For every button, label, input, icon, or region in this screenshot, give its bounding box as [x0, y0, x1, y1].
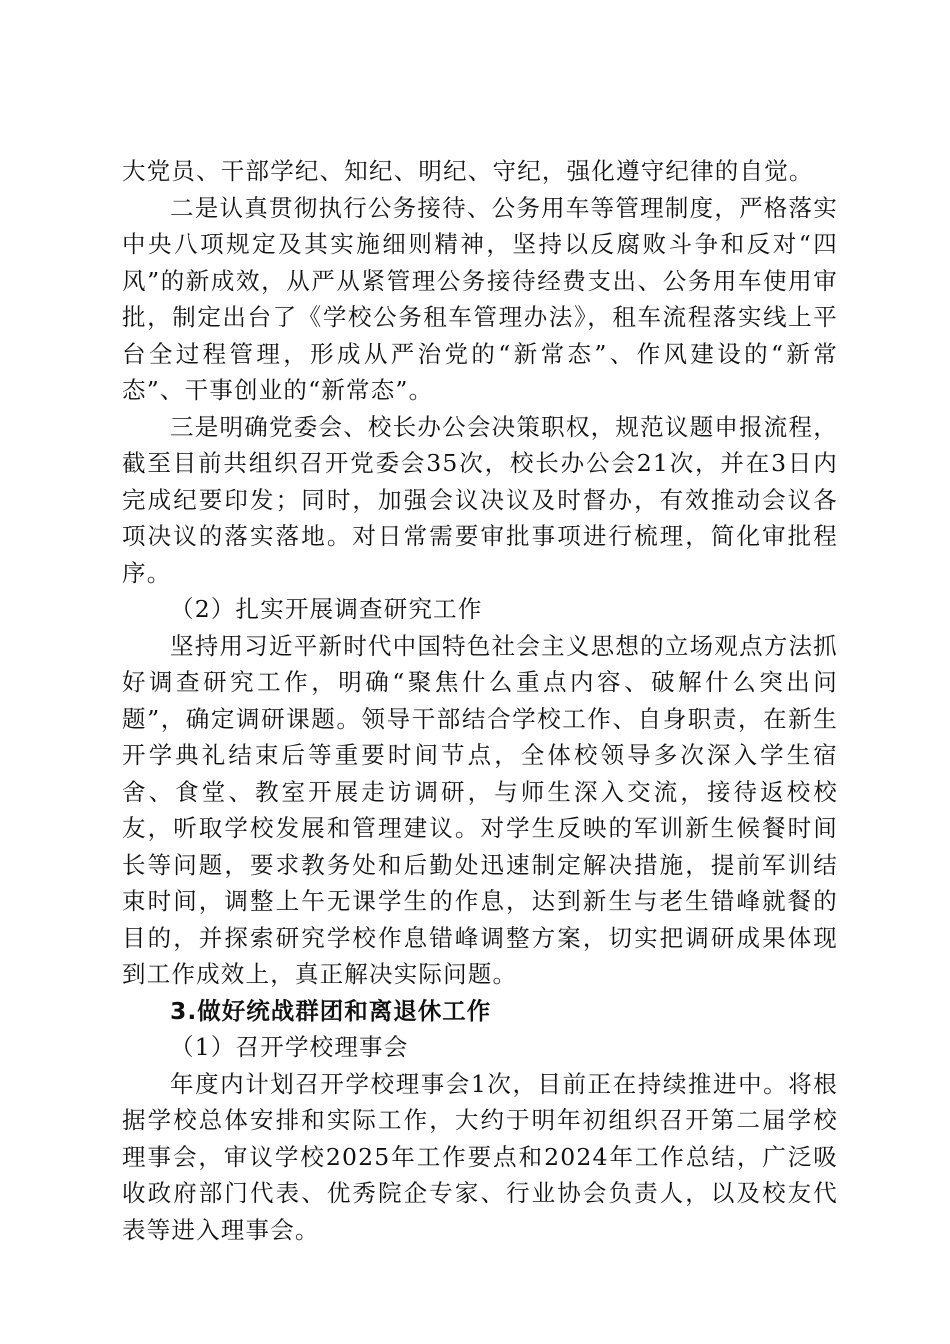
paragraph-research: 坚持用习近平新时代中国特色社会主义思想的立场观点方法抓好调查研究工作，明确“聚焦什么重点内容、破解什么突出问题”，确定调研课题。领导干部结合学校工作、自身职责，在新生开学典礼结束后等重要时间节点，全体校领导多次深入学生宿舍、食堂、教室开展走访调研，与师生深入交流，接待返校校友，听取学校发展和管理建议。对学生反映的军训新生候餐时间长等问题，要求教务处和后勤处迅速制定解决措施，提前军训结束时间，调整上午无课学生的作息，达到新生与老生错峰就餐的目的，并探索研究学校作息错峰调整方案，切实把调研成果体现到工作成效上，真正解决实际问题。: [122, 631, 838, 988]
paragraph-point-two: 二是认真贯彻执行公务接待、公务用车等管理制度，严格落实中央八项规定及其实施细则精神，坚持以反腐败斗争和反对“四风”的新成效，从严从紧管理公务接待经费支出、公务用车使用审批，制定出台了《学校公务租车管理办法》，租车流程落实线上平台全过程管理，形成从严治党的“新常态”、作风建设的“新常态”、干事创业的“新常态”。: [122, 193, 838, 404]
subheading-council: （1）召开学校理事会: [170, 1033, 409, 1061]
paragraph-point-three: 三是明确党委会、校长办公会决策职权，规范议题申报流程，截至目前共组织召开党委会35次，校长办公会21次，并在3日内完成纪要印发；同时，加强会议决议及时督办，有效推动会议各项决议的落实落地。对日常需要审批事项进行梳理，简化审批程序。: [122, 412, 838, 587]
paragraph-council: 年度内计划召开学校理事会1次，目前正在持续推进中。将根据学校总体安排和实际工作，大约于明年初组织召开第二届学校理事会，审议学校2025年工作要点和2024年工作总结，广泛吸收政府部门代表、优秀院企专家、行业协会负责人，以及校友代表等进入理事会。: [122, 1069, 838, 1244]
subheading-research: （2）扎实开展调查研究工作: [170, 595, 483, 623]
section-heading-united-front: 3.做好统战群团和离退休工作: [170, 996, 492, 1025]
document-body: [122, 153, 838, 1248]
paragraph-continuation: 大党员、干部学纪、知纪、明纪、守纪，强化遵守纪律的自觉。: [122, 157, 814, 185]
